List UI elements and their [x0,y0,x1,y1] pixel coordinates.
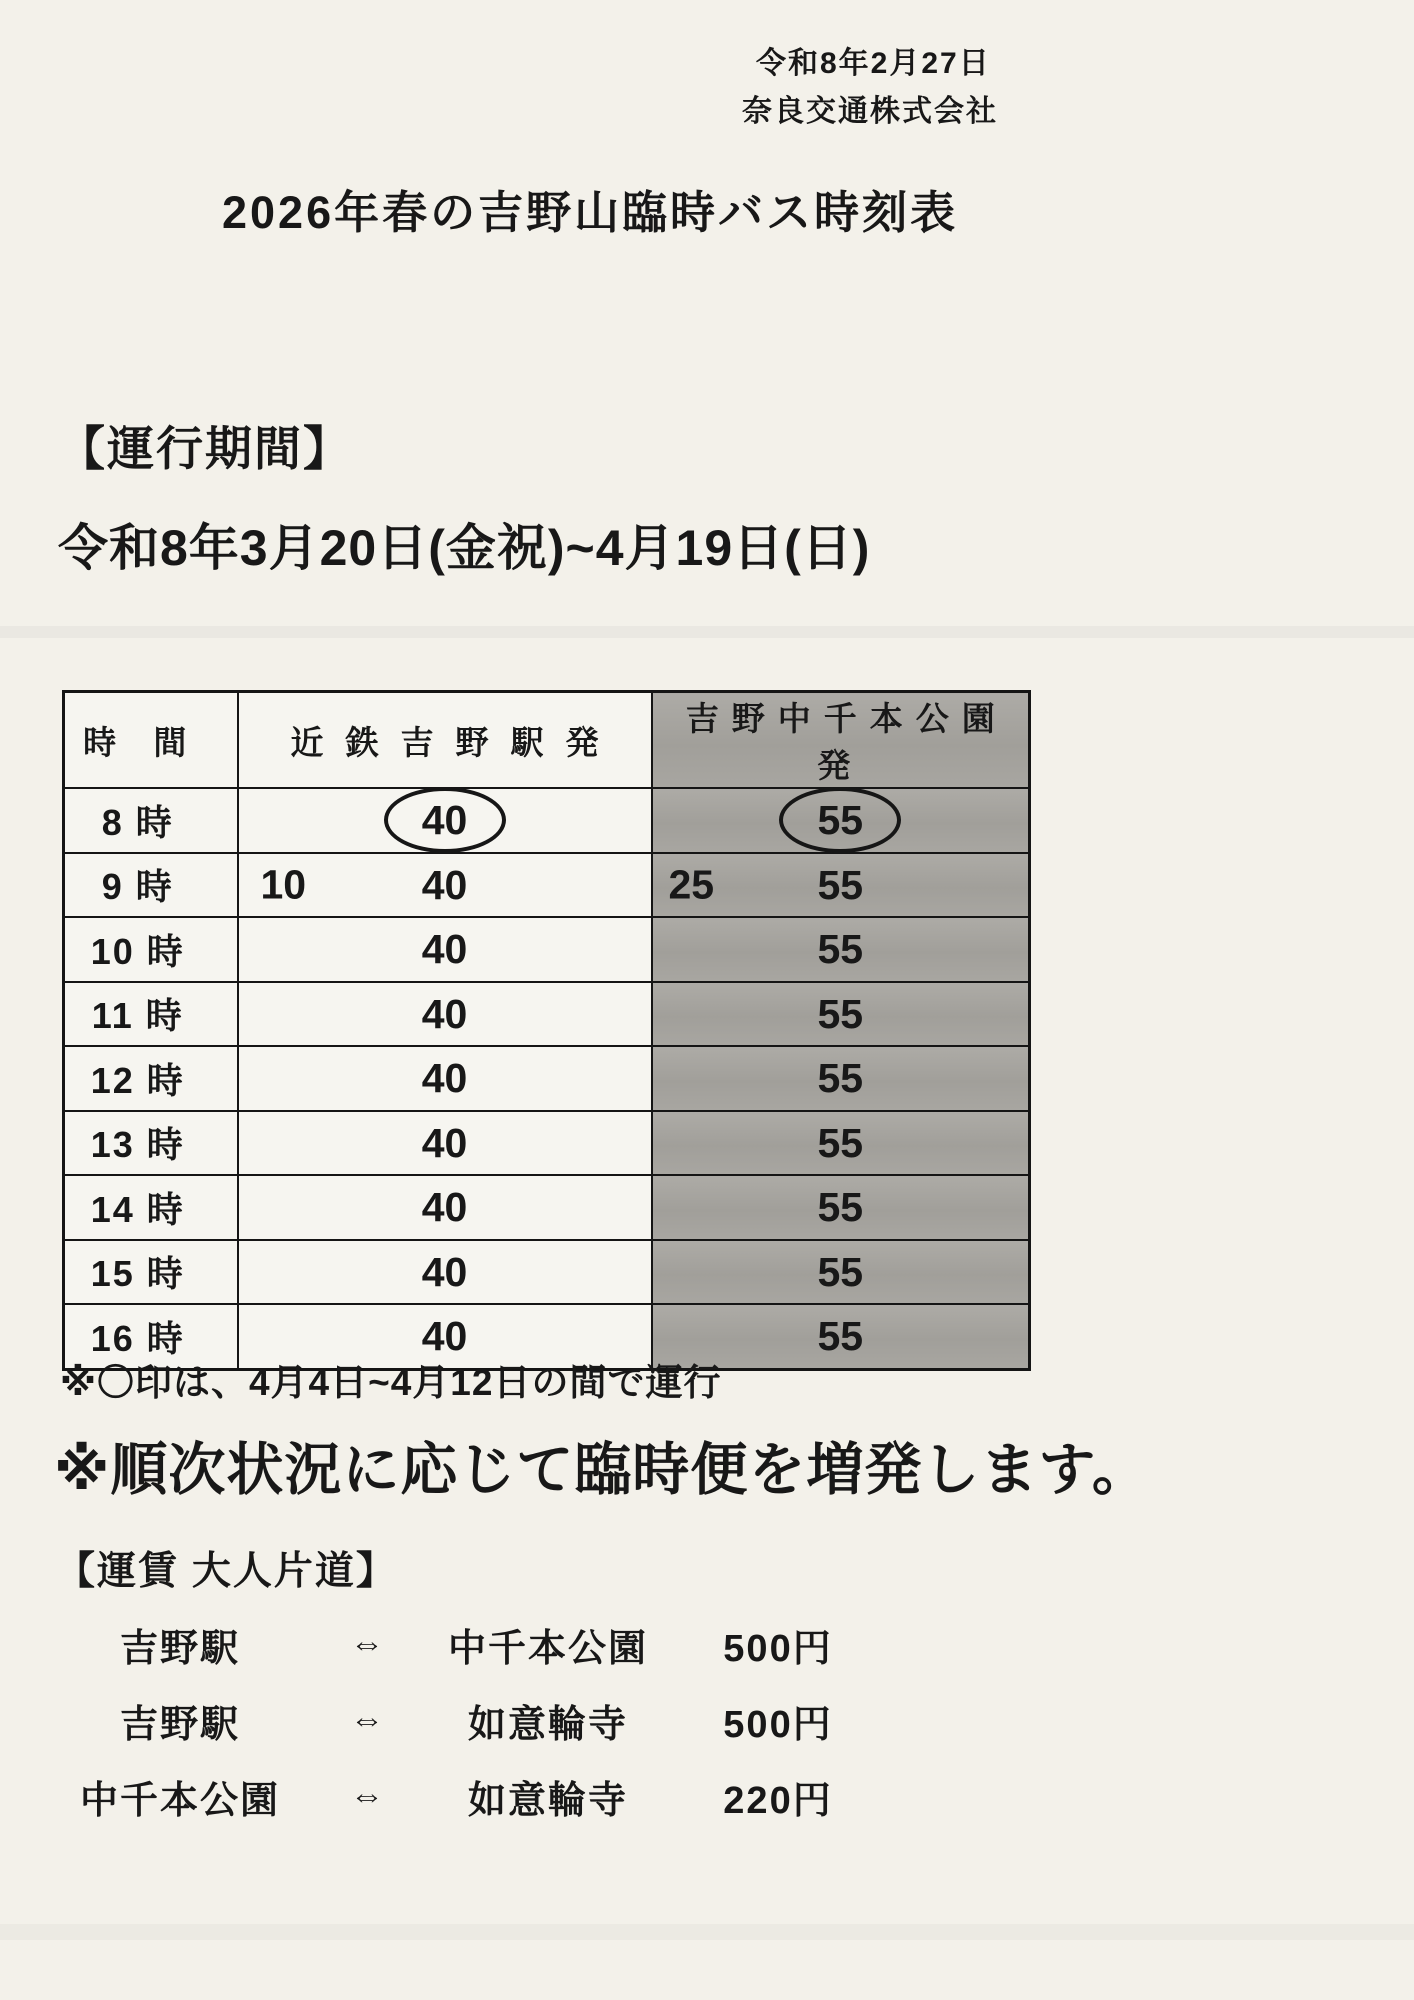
minute: 55 [817,1184,864,1231]
minute: 55 [817,1055,864,1102]
early-minute: 10 [260,861,307,908]
timetable-row [64,853,1030,918]
circle-mark-note: ※〇印は、4月4日~4月12日の間で運行 [60,1362,722,1403]
fare-origin: 中千本公園 [79,1779,280,1822]
two-way-arrow-icon: ⇔ [350,1624,386,1663]
hour-cell: 11 時 [64,982,238,1047]
timetable-row [64,1175,1030,1240]
minute: 40 [421,990,468,1037]
park-departure-cell [652,1175,1030,1240]
station-departure-cell [238,982,652,1047]
hour-cell: 16 時 [64,1304,238,1369]
station-departure-column-header: 近鉄吉野駅発 [238,692,652,789]
fare-price: 500円 [723,1627,833,1670]
scan-artifact [0,1924,1414,1940]
early-minute: 25 [668,861,715,908]
hour-column-header: 時 間 [64,692,238,789]
hour-cell: 8 時 [64,788,238,853]
page-title: 2026年春の吉野山臨時バス時刻表 [222,187,959,238]
minute: 40 [421,1184,468,1231]
fare-price: 220円 [723,1779,833,1822]
scan-artifact [0,626,1414,638]
fare-origin: 吉野駅 [119,1627,240,1670]
minute: 40 [421,1313,468,1360]
park-departure-cell [652,1046,1030,1111]
fare-origin: 吉野駅 [119,1703,240,1746]
operation-period: 令和8年3月20日(金祝)~4月19日(日) [58,520,871,576]
document-header [742,40,998,136]
hour-cell: 14 時 [64,1175,238,1240]
minute: 40 [421,926,468,973]
timetable-header-row [64,692,1030,789]
fare-destination: 中千本公園 [447,1627,648,1670]
park-departure-cell [652,1111,1030,1176]
bus-timetable [62,690,1031,1371]
operation-period-heading: 【運行期間】 [58,422,352,475]
park-departure-column-header: 吉野中千本公園発 [652,692,1030,789]
station-departure-cell [238,1175,652,1240]
timetable-row [64,1240,1030,1305]
park-departure-cell [652,788,1030,853]
company-name: 奈良交通株式会社 [742,95,998,128]
two-way-arrow-icon: ⇔ [350,1700,386,1739]
extra-service-note: ※順次状況に応じて臨時便を増発します。 [54,1438,1150,1502]
timetable-row [64,1046,1030,1111]
station-departure-cell [238,1046,652,1111]
fare-destination: 如意輪寺 [467,1779,628,1822]
station-departure-cell [238,1111,652,1176]
station-departure-cell [238,788,652,853]
timetable-row [64,982,1030,1047]
hour-cell: 9 時 [64,853,238,918]
timetable-row [64,788,1030,853]
circled-minute: 55 [779,787,901,853]
hour-cell: 12 時 [64,1046,238,1111]
minute: 40 [421,1248,468,1295]
timetable-body [64,788,1030,1369]
fare-section-heading: 【運賃 大人片道】 [56,1550,397,1593]
hour-cell: 15 時 [64,1240,238,1305]
issue-date: 令和8年2月27日 [756,47,991,80]
two-way-arrow-icon: ⇔ [350,1776,386,1815]
timetable-row [64,917,1030,982]
station-departure-cell [238,1240,652,1305]
minute: 55 [817,926,864,973]
minute: 40 [421,1119,468,1166]
minute: 40 [421,1055,468,1102]
park-departure-cell [652,917,1030,982]
fare-price: 500円 [723,1703,833,1746]
minute: 55 [817,1313,864,1360]
hour-cell: 13 時 [64,1111,238,1176]
fare-destination: 如意輪寺 [467,1703,628,1746]
park-departure-cell [652,982,1030,1047]
hour-cell: 10 時 [64,917,238,982]
park-departure-cell [652,853,1030,918]
minute: 55 [817,1119,864,1166]
fare-rows [40,1606,876,1834]
minute: 55 [817,1248,864,1295]
minute: 40 [421,861,468,908]
station-departure-cell [238,853,652,918]
minute: 55 [817,990,864,1037]
park-departure-cell [652,1240,1030,1305]
timetable-row [64,1111,1030,1176]
circled-minute: 40 [384,787,506,853]
minute: 55 [817,861,864,908]
station-departure-cell [238,917,652,982]
